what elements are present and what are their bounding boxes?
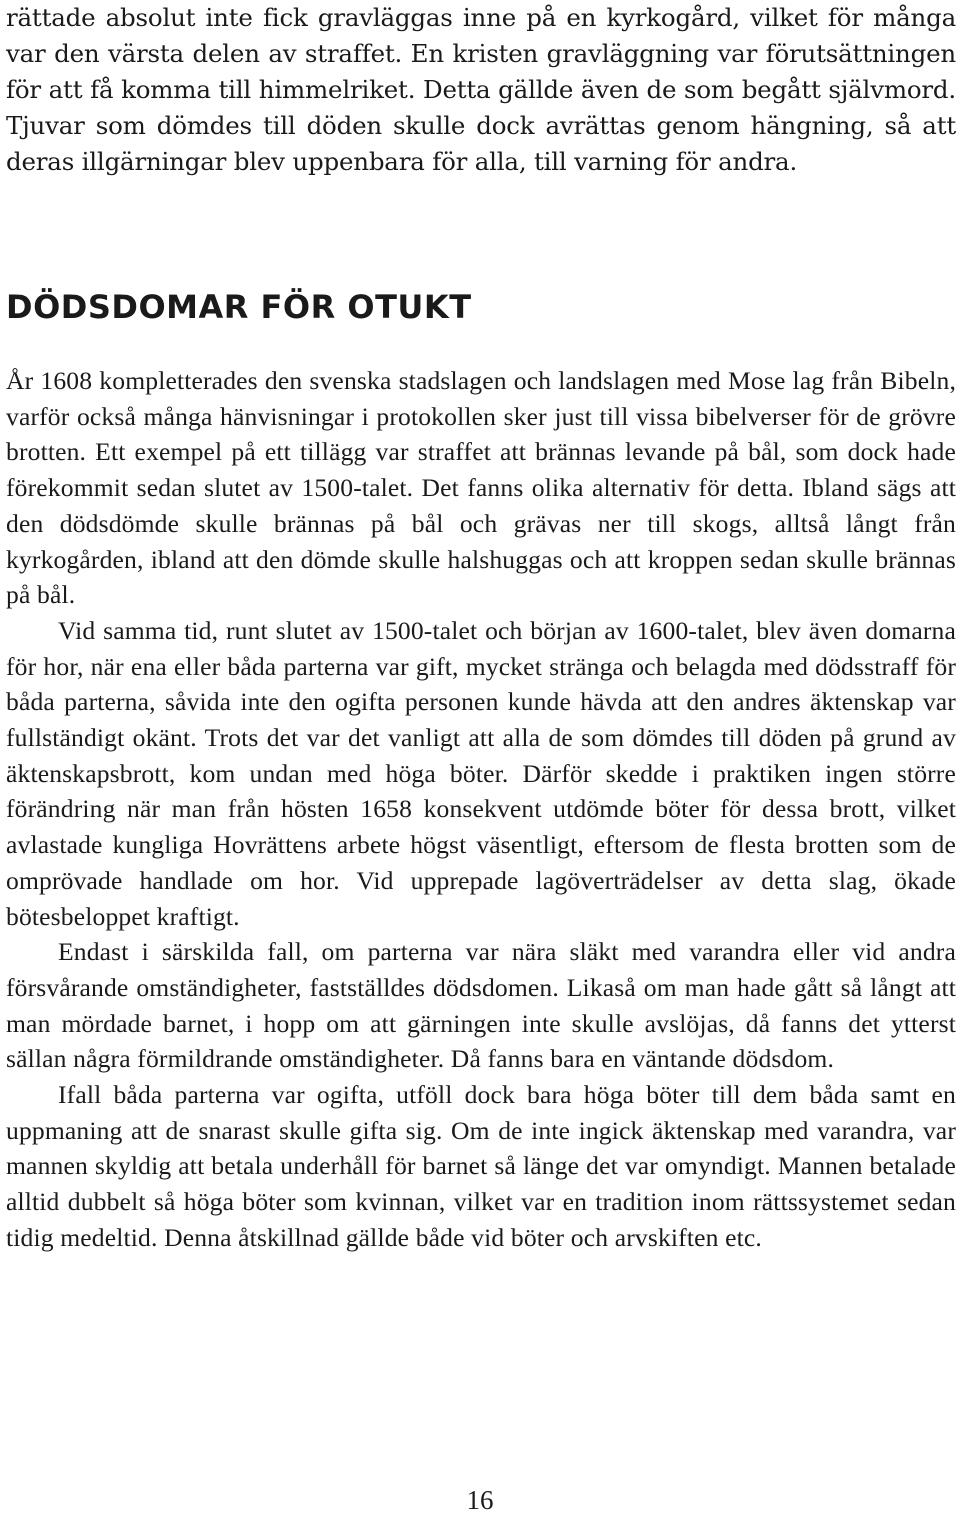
- body-paragraph-1: År 1608 kompletterades den svenska stadslagen och landslagen med Mose lag från Bibeln, varför också många hänvisningar i protokollen sker just till vissa bibelverser för de grövre brotten. Ett exempel på ett tillägg var straffet att brännas levande på bål, som dock hade förekommit sedan slutet av 1500-talet. Det fanns olika alternativ för detta. Ibland sägs att den dödsdömde skulle brännas på bål och grävas ner till skogs, alltså långt från kyrkogården, ibland att den dömde skulle halshuggas och att kroppen sedan skulle brännas på bål.: [6, 366, 956, 610]
- body-paragraph-3: Endast i särskilda fall, om parterna var nära släkt med varandra eller vid andra försvårande omständigheter, fastställdes dödsdomen. Likaså om man hade gått så långt att man mördade barnet, i hopp om att gärningen inte skulle avslöjas, då fanns det ytterst sällan några förmildrande omständigheter. Då fanns bara en väntande dödsdom.: [6, 937, 956, 1074]
- intro-paragraph: rättade absolut inte fick gravläggas inne på en kyrkogård, vilket för många var den värsta delen av straffet. En kristen gravläggning var förutsättningen för att få komma till himmelriket. Detta gällde även de som begått självmord. Tjuvar som dömdes till döden skulle dock avrättas genom hängning, så att deras illgärningar blev uppenbara för alla, till varning för andra.: [6, 3, 956, 176]
- document-page: [6, 0, 956, 1252]
- body-paragraph-2: Vid samma tid, runt slutet av 1500-talet och början av 1600-talet, blev även domarna för hor, när ena eller båda parterna var gift, mycket stränga och belagda med dödsstraff för båda parterna, såvida inte den ogifta personen kunde hävda att den andres äktenskap var fullständigt okänt. Trots det var det vanligt att alla de som dömdes till döden på grund av äktenskapsbrott, kom undan med höga böter. Därför skedde i praktiken ingen större förändring när man från hösten 1658 konsekvent utdömde böter för dessa brott, vilket avlastade kungliga Hovrättens arbete högst väsentligt, eftersom de flesta brotten som de omprövade handlade om hor. Vid upprepade lagöverträdelser av detta slag, ökade bötesbeloppet kraftigt.: [6, 615, 956, 931]
- body-paragraph-4: Ifall båda parterna var ogifta, utföll dock bara höga böter till dem båda samt en uppmaning att de snarast skulle gifta sig. Om de inte ingick äktenskap med varandra, var mannen skyldig att betala underhåll för barnet så länge det var omyndigt. Mannen betalade alltid dubbelt så höga böter som kvinnan, vilket var en tradition inom rättssystemet sedan tidig medeltid. Denna åtskillnad gällde både vid böter och arvskiften etc.: [6, 1080, 956, 1252]
- page-number: 16: [466, 1485, 494, 1515]
- section-heading: DÖDSDOMAR FÖR OTUKT: [6, 288, 472, 326]
- section-body: [6, 363, 956, 1256]
